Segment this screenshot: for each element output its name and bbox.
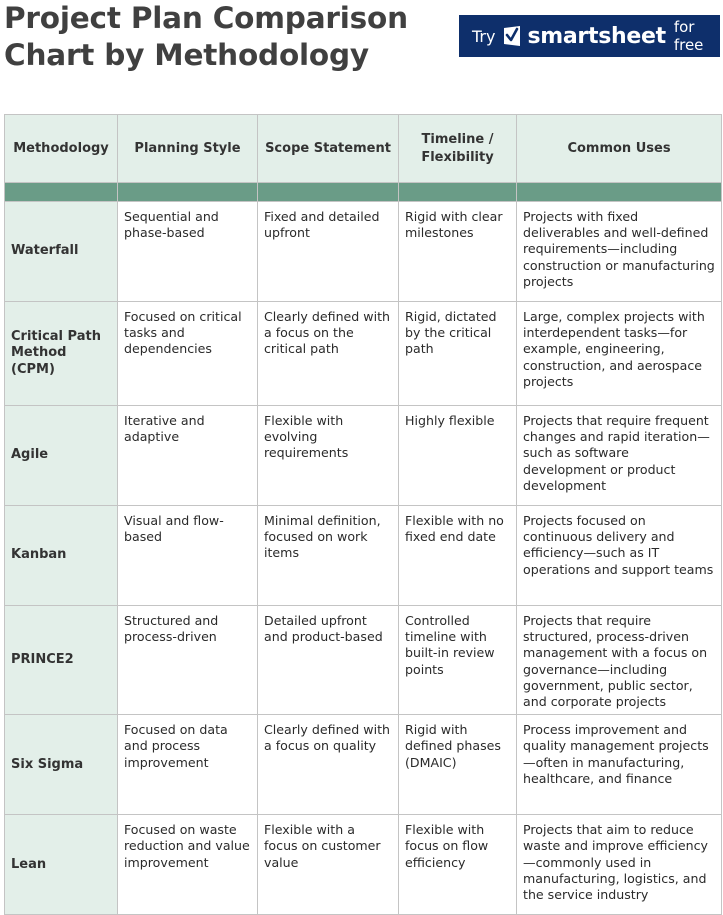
scope-statement-cell: Fixed and detailed upfront: [258, 202, 399, 302]
methodology-cell: Waterfall: [5, 202, 118, 302]
methodology-cell: PRINCE2: [5, 606, 118, 715]
timeline-cell: Flexible with no fixed end date: [399, 506, 517, 606]
planning-style-cell: Iterative and adaptive: [118, 406, 258, 506]
methodology-cell: Kanban: [5, 506, 118, 606]
scope-statement-cell: Clearly defined with a focus on quality: [258, 715, 399, 815]
common-uses-cell: Projects with fixed deliverables and well-defined requirements—including construction or manufacturing projects: [517, 202, 722, 302]
timeline-cell: Controlled timeline with built-in review points: [399, 606, 517, 715]
table-row: [5, 406, 722, 506]
common-uses-cell: Projects that require frequent changes and rapid iteration—such as software development or product development: [517, 406, 722, 506]
methodology-cell: Lean: [5, 815, 118, 915]
timeline-cell: Highly flexible: [399, 406, 517, 506]
table-row: [5, 715, 722, 815]
column-header: Planning Style: [118, 115, 258, 183]
planning-style-cell: Structured and process-driven: [118, 606, 258, 715]
table-row: [5, 302, 722, 406]
common-uses-cell: Projects that require structured, process-driven management with a focus on governance—including government, public sector, and corporate projects: [517, 606, 722, 715]
planning-style-cell: Sequential and phase-based: [118, 202, 258, 302]
scope-statement-cell: Flexible with evolving requirements: [258, 406, 399, 506]
table-row: [5, 506, 722, 606]
common-uses-cell: Projects focused on continuous delivery and efficiency—such as IT operations and support teams: [517, 506, 722, 606]
common-uses-cell: Process improvement and quality management projects—often in manufacturing, healthcare, and finance: [517, 715, 722, 815]
column-header: Timeline / Flexibility: [399, 115, 517, 183]
timeline-cell: Rigid, dictated by the critical path: [399, 302, 517, 406]
scope-statement-cell: Minimal definition, focused on work items: [258, 506, 399, 606]
column-header: Scope Statement: [258, 115, 399, 183]
timeline-cell: Rigid with defined phases (DMAIC): [399, 715, 517, 815]
checkmark-logo-icon: [503, 25, 521, 47]
planning-style-cell: Focused on waste reduction and value improvement: [118, 815, 258, 915]
scope-statement-cell: Detailed upfront and product-based: [258, 606, 399, 715]
methodology-cell: Six Sigma: [5, 715, 118, 815]
cta-try-label: Try: [472, 26, 496, 46]
table-row: [5, 815, 722, 915]
comparison-table: [4, 114, 722, 915]
page-title: Project Plan Comparison Chart by Methodology: [4, 1, 408, 72]
table-row: [5, 202, 722, 302]
common-uses-cell: Large, complex projects with interdependent tasks—for example, engineering, construction, and aerospace projects: [517, 302, 722, 406]
methodology-cell: Critical Path Method (CPM): [5, 302, 118, 406]
planning-style-cell: Focused on data and process improvement: [118, 715, 258, 815]
cta-free-label: for free: [673, 18, 704, 54]
planning-style-cell: Focused on critical tasks and dependencies: [118, 302, 258, 406]
scope-statement-cell: Clearly defined with a focus on the critical path: [258, 302, 399, 406]
timeline-cell: Rigid with clear milestones: [399, 202, 517, 302]
timeline-cell: Flexible with focus on flow efficiency: [399, 815, 517, 915]
methodology-cell: Agile: [5, 406, 118, 506]
scope-statement-cell: Flexible with a focus on customer value: [258, 815, 399, 915]
column-header: Common Uses: [517, 115, 722, 183]
common-uses-cell: Projects that aim to reduce waste and improve efficiency—commonly used in manufacturing, logistics, and the service industry: [517, 815, 722, 915]
cta-brand-label: smartsheet: [527, 23, 666, 49]
try-smartsheet-button[interactable]: [459, 15, 720, 57]
planning-style-cell: Visual and flow-based: [118, 506, 258, 606]
header-divider-band: [5, 183, 722, 202]
table-row: [5, 606, 722, 715]
column-header: Methodology: [5, 115, 118, 183]
table-header-row: [5, 115, 722, 183]
